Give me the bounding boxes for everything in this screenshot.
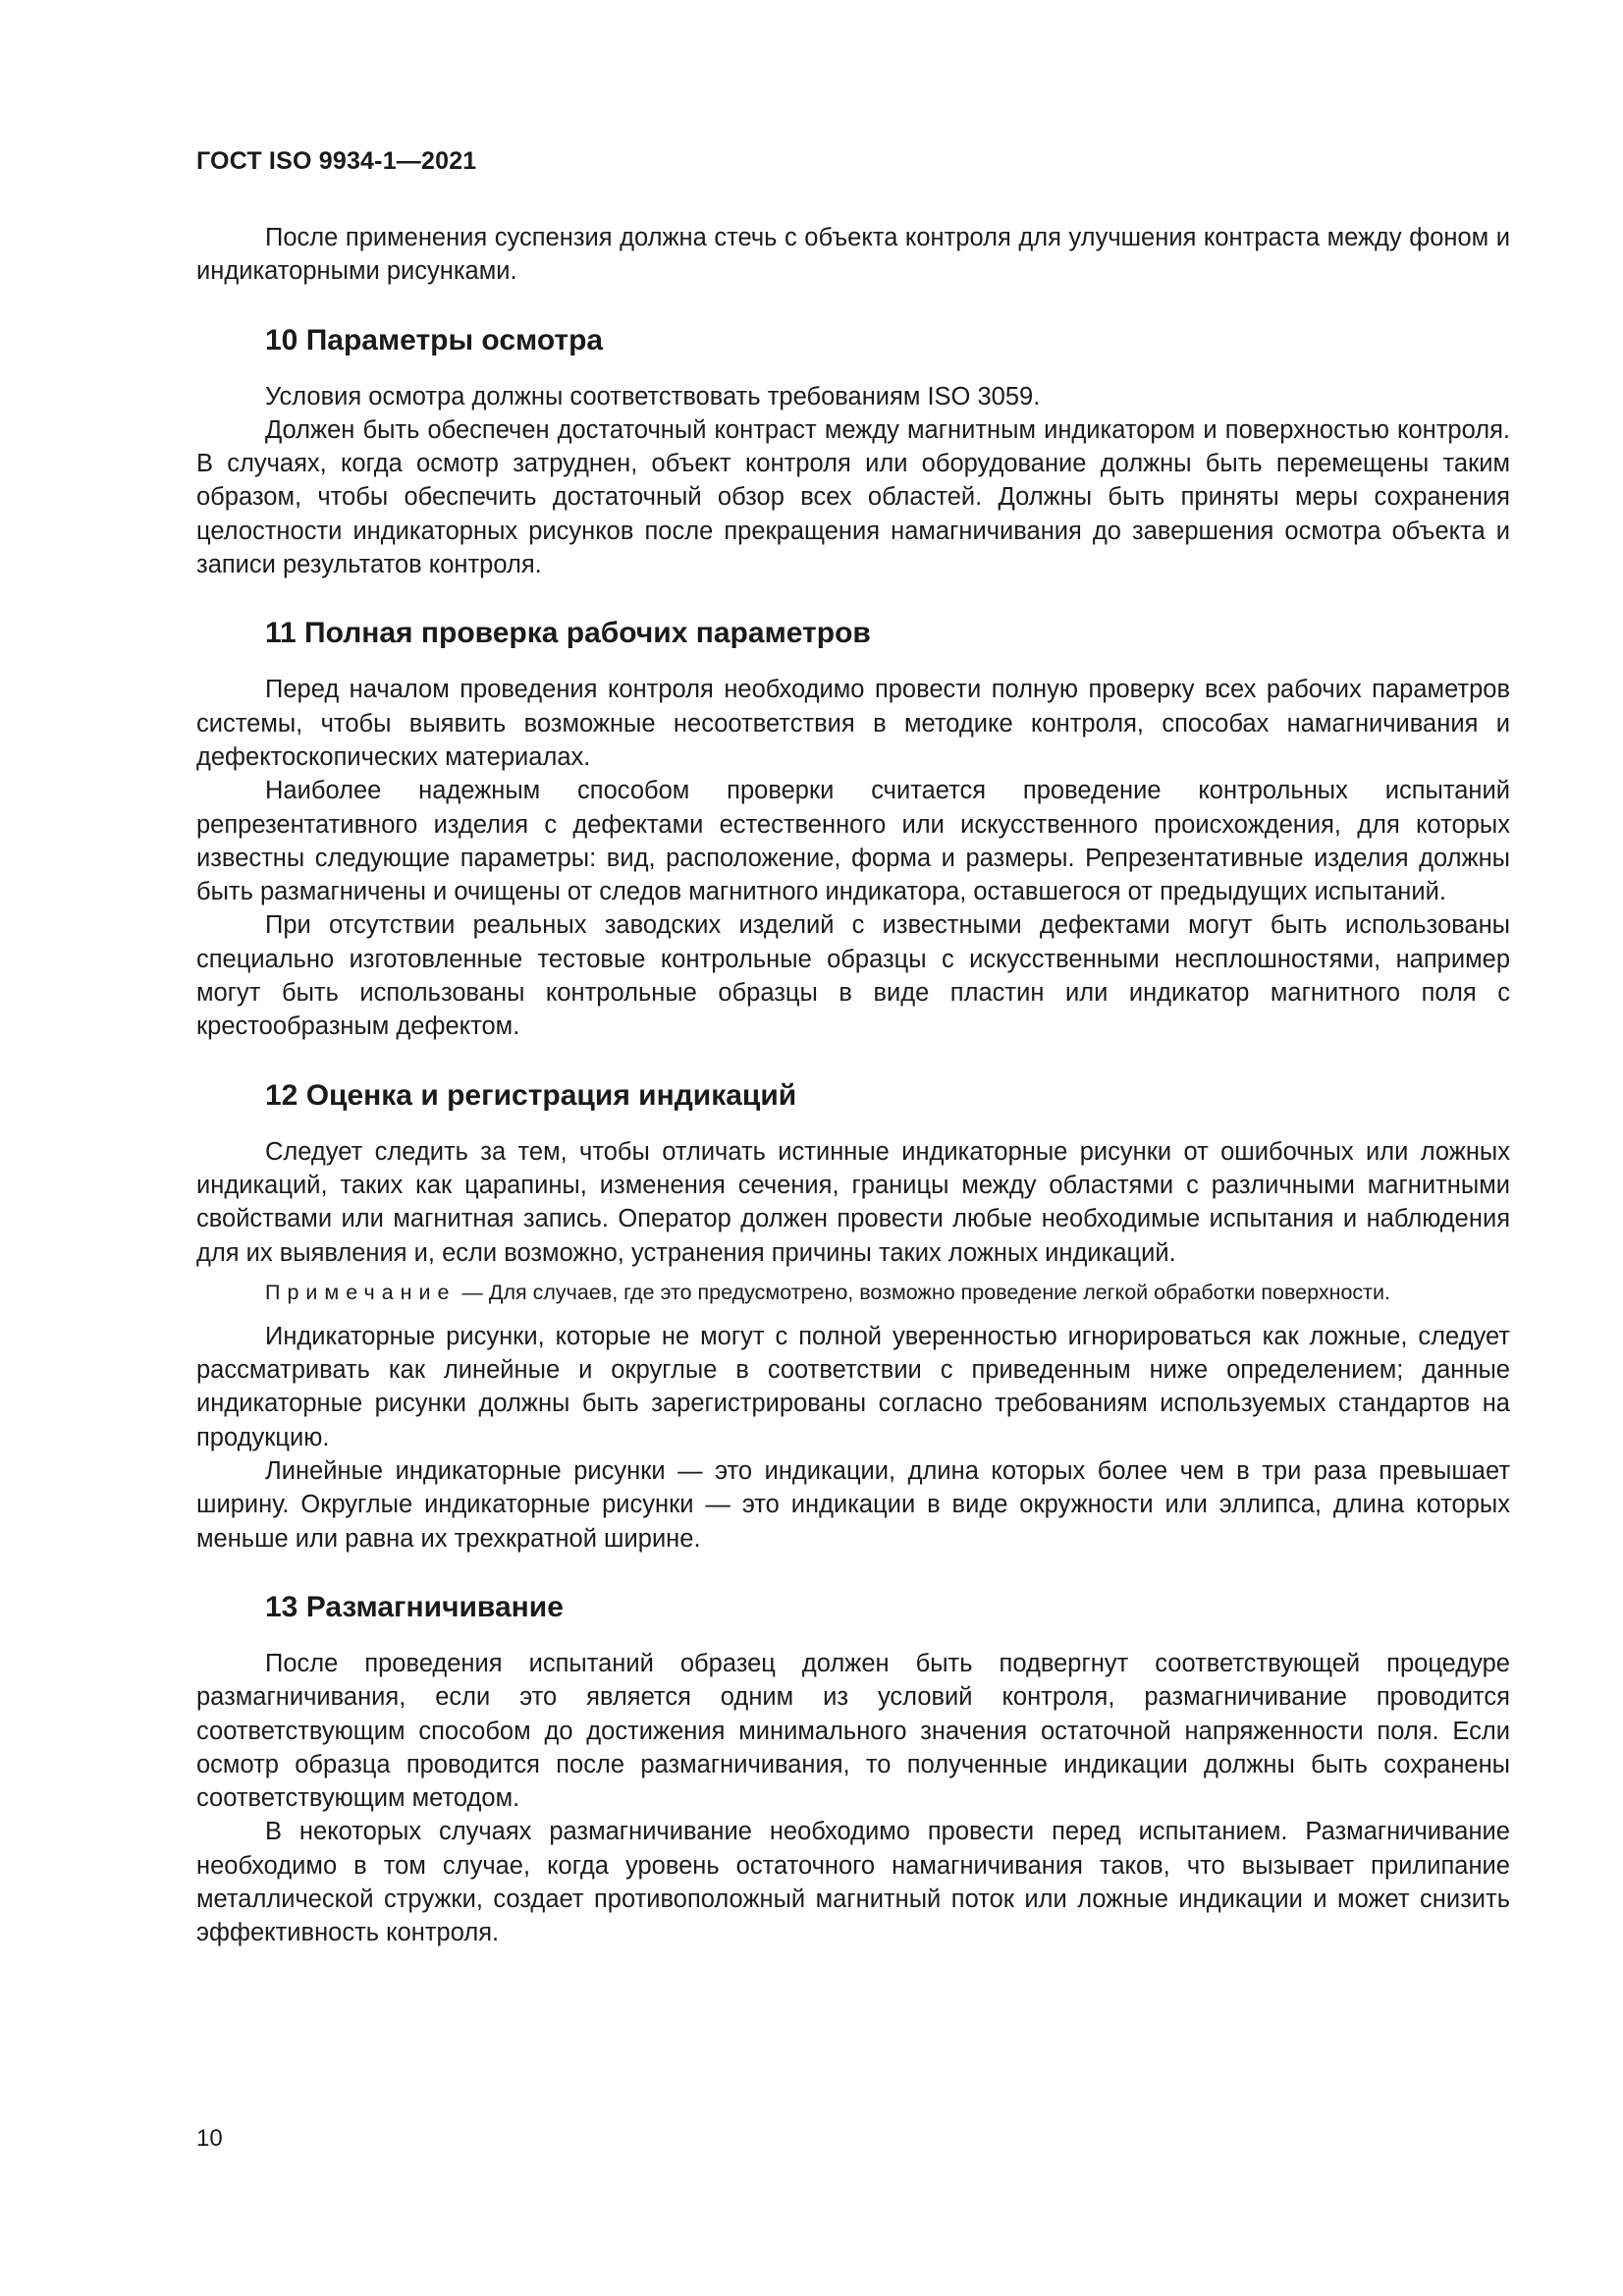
note: [196, 1278, 1510, 1308]
section-10-paragraph-2: Должен быть обеспечен достаточный контраст между магнитным индикатором и поверхностью контроля. В случаях, когда осмотр затруднен, объект контроля или оборудование должны быть перемещены таким образом, чтобы обеспечить достаточный обзор всех областей. Должны быть приняты меры сохранения целостности индикаторных рисунков после прекращения намагничивания до завершения осмотра объекта и записи результатов контроля.: [196, 415, 1510, 579]
section-13-paragraph-2: В некоторых случаях размагничивание необходимо провести перед испытанием. Размагничивание необходимо в том случае, когда уровень остаточного намагничивания таков, что вызывает прилипание металлической стружки, создает противоположный магнитный поток или ложные индикации и может снизить эффективность контроля.: [196, 1818, 1510, 1947]
section-12-paragraph-1: Следует следить за тем, чтобы отличать истинные индикаторные рисунки от ошибочных или ложных индикаций, таких как царапины, изменения сечения, границы между областями с различными магнитными свойствами или магнитная запись. Оператор должен провести любые необходимые испытания и наблюдения для их выявления и, если возможно, устранения причины таких ложных индикаций.: [196, 1137, 1510, 1267]
section-11-paragraph-1: Перед началом проведения контроля необходимо провести полную проверку всех рабочих параметров системы, чтобы выявить возможные несоответствия в методике контроля, способах намагничивания и дефектоскопических материалах.: [196, 676, 1510, 771]
document-header: ГОСТ ISO 9934-1—2021: [196, 147, 477, 175]
section-13-paragraph-1: После проведения испытаний образец должен быть подвергнут соответствующей процедуре размагничивания, если это является одним из условий контроля, размагничивание проводится соответствующим способом до достижения минимального значения остаточной напряженности поля. Если осмотр образца проводится после размагничивания, то полученные индикации должны быть сохранены соответствующим методом.: [196, 1649, 1510, 1813]
note-text: — Для случаев, где это предусмотрено, возможно проведение легкой обработки поверхности.: [456, 1280, 1390, 1304]
section-12-heading: 12 Оценка и регистрация индикаций: [265, 1078, 797, 1112]
section-11-paragraph-3: При отсутствии реальных заводских изделий с известными дефектами могут быть использованы специально изготовленные тестовые контрольные образцы с искусственными несплошностями, например могут быть использованы контрольные образцы в виде пластин или индикатор магнитного поля с крестообразным дефектом.: [196, 911, 1510, 1041]
note-label: Примечание: [265, 1280, 457, 1304]
section-10-paragraph-1: Условия осмотра должны соответствовать требованиям ISO 3059.: [265, 382, 1041, 410]
section-12-paragraph-2: Индикаторные рисунки, которые не могут с полной уверенностью игнорироваться как ложные, следует рассматривать как линейные и округлые в соответствии с приведенным ниже определением; данные индикаторные рисунки должны быть зарегистрированы согласно требованиям используемых стандартов на продукцию.: [196, 1322, 1510, 1451]
section-11-heading: 11 Полная проверка рабочих параметров: [265, 617, 871, 650]
document-page: [196, 147, 1510, 1950]
section-11-paragraph-2: Наиболее надежным способом проверки считается проведение контрольных испытаний репрезентативного изделия с дефектами естественного или искусственного происхождения, для которых известны следующие параметры: вид, расположение, форма и размеры. Репрезентативные изделия должны быть размагничены и очищены от следов магнитного индикатора, оставшегося от предыдущих испытаний.: [196, 777, 1510, 906]
section-13-heading: 13 Размагничивание: [265, 1590, 564, 1623]
page-number: 10: [196, 2125, 223, 2152]
section-10-heading: 10 Параметры осмотра: [265, 323, 604, 356]
intro-paragraph: После применения суспензия должна стечь с объекта контроля для улучшения контраста между фоном и индикаторными рисунками.: [196, 224, 1510, 286]
section-12-paragraph-3: Линейные индикаторные рисунки — это индикации, длина которых более чем в три раза превышает ширину. Округлые индикаторные рисунки — это индикации в виде окружности или эллипса, длина которых меньше или равна их трехкратной ширине.: [196, 1457, 1510, 1553]
